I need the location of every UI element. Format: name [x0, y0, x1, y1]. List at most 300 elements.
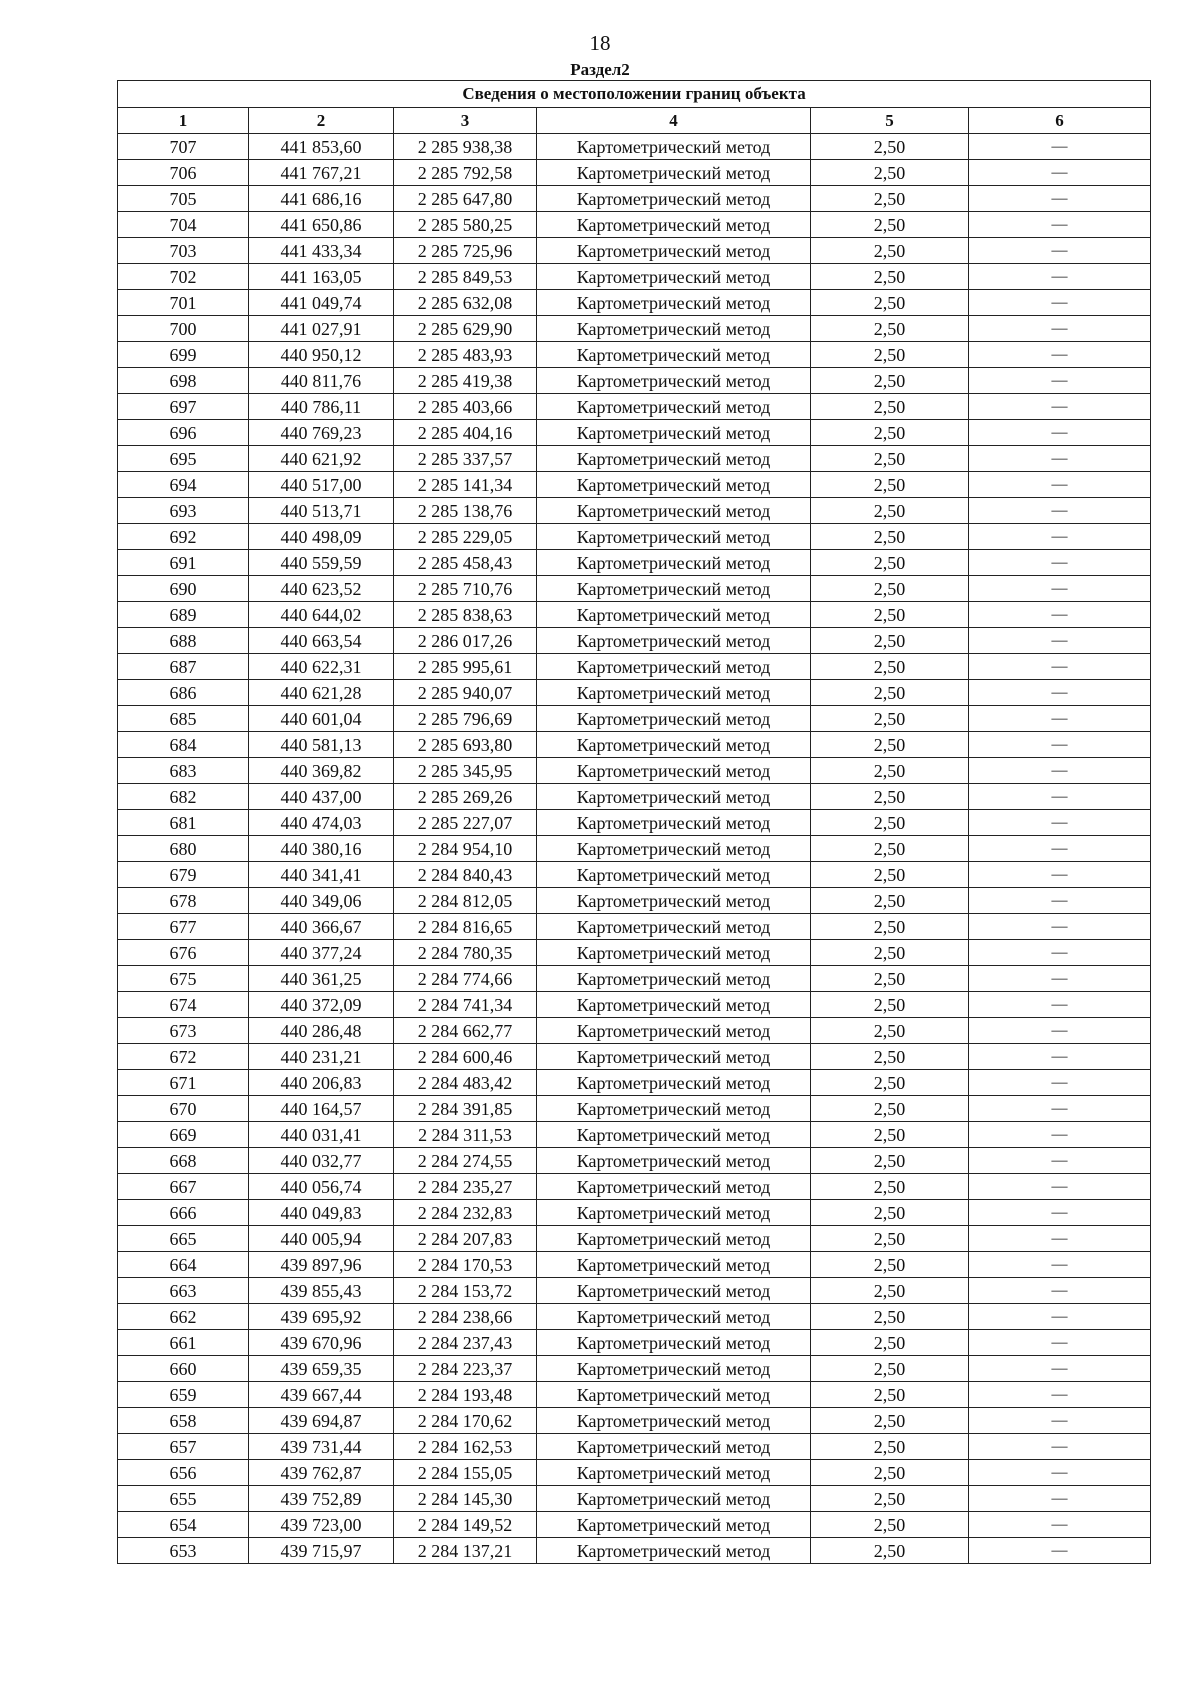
column-header: 2	[249, 108, 394, 134]
accuracy-cell: 2,50	[811, 888, 969, 914]
table-row	[118, 1122, 1151, 1148]
table-row	[118, 446, 1151, 472]
description-cell: —	[969, 810, 1151, 836]
method-cell: Картометрический метод	[537, 1512, 811, 1538]
description-cell: —	[969, 1096, 1151, 1122]
description-cell: —	[969, 732, 1151, 758]
method-cell: Картометрический метод	[537, 1486, 811, 1512]
method-cell: Картометрический метод	[537, 1044, 811, 1070]
point-number-cell: 670	[118, 1096, 249, 1122]
description-cell: —	[969, 1148, 1151, 1174]
method-cell: Картометрический метод	[537, 1460, 811, 1486]
y-coordinate-cell: 2 284 774,66	[394, 966, 537, 992]
accuracy-cell: 2,50	[811, 1460, 969, 1486]
point-number-cell: 680	[118, 836, 249, 862]
y-coordinate-cell: 2 284 235,27	[394, 1174, 537, 1200]
table-row	[118, 420, 1151, 446]
accuracy-cell: 2,50	[811, 1408, 969, 1434]
method-cell: Картометрический метод	[537, 732, 811, 758]
accuracy-cell: 2,50	[811, 1486, 969, 1512]
y-coordinate-cell: 2 285 141,34	[394, 472, 537, 498]
y-coordinate-cell: 2 284 238,66	[394, 1304, 537, 1330]
description-cell: —	[969, 472, 1151, 498]
method-cell: Картометрический метод	[537, 940, 811, 966]
x-coordinate-cell: 440 031,41	[249, 1122, 394, 1148]
point-number-cell: 656	[118, 1460, 249, 1486]
table-row	[118, 1148, 1151, 1174]
y-coordinate-cell: 2 284 170,53	[394, 1252, 537, 1278]
y-coordinate-cell: 2 285 458,43	[394, 550, 537, 576]
accuracy-cell: 2,50	[811, 992, 969, 1018]
point-number-cell: 678	[118, 888, 249, 914]
x-coordinate-cell: 441 049,74	[249, 290, 394, 316]
table-row	[118, 706, 1151, 732]
description-cell: —	[969, 1304, 1151, 1330]
method-cell: Картометрический метод	[537, 1408, 811, 1434]
accuracy-cell: 2,50	[811, 498, 969, 524]
table-row	[118, 992, 1151, 1018]
description-cell: —	[969, 1018, 1151, 1044]
accuracy-cell: 2,50	[811, 810, 969, 836]
table-row	[118, 940, 1151, 966]
point-number-cell: 679	[118, 862, 249, 888]
y-coordinate-cell: 2 285 227,07	[394, 810, 537, 836]
accuracy-cell: 2,50	[811, 264, 969, 290]
description-cell: —	[969, 1070, 1151, 1096]
method-cell: Картометрический метод	[537, 836, 811, 862]
accuracy-cell: 2,50	[811, 342, 969, 368]
accuracy-cell: 2,50	[811, 524, 969, 550]
description-cell: —	[969, 316, 1151, 342]
y-coordinate-cell: 2 285 345,95	[394, 758, 537, 784]
point-number-cell: 671	[118, 1070, 249, 1096]
description-cell: —	[969, 1460, 1151, 1486]
description-cell: —	[969, 1408, 1151, 1434]
x-coordinate-cell: 440 622,31	[249, 654, 394, 680]
accuracy-cell: 2,50	[811, 212, 969, 238]
accuracy-cell: 2,50	[811, 1382, 969, 1408]
method-cell: Картометрический метод	[537, 1278, 811, 1304]
x-coordinate-cell: 439 667,44	[249, 1382, 394, 1408]
x-coordinate-cell: 440 032,77	[249, 1148, 394, 1174]
table-row	[118, 290, 1151, 316]
method-cell: Картометрический метод	[537, 498, 811, 524]
point-number-cell: 704	[118, 212, 249, 238]
table-row	[118, 1538, 1151, 1564]
x-coordinate-cell: 440 474,03	[249, 810, 394, 836]
accuracy-cell: 2,50	[811, 732, 969, 758]
table-row	[118, 186, 1151, 212]
table-row	[118, 1278, 1151, 1304]
accuracy-cell: 2,50	[811, 1278, 969, 1304]
x-coordinate-cell: 440 372,09	[249, 992, 394, 1018]
description-cell: —	[969, 1278, 1151, 1304]
method-cell: Картометрический метод	[537, 524, 811, 550]
y-coordinate-cell: 2 285 229,05	[394, 524, 537, 550]
method-cell: Картометрический метод	[537, 394, 811, 420]
y-coordinate-cell: 2 284 145,30	[394, 1486, 537, 1512]
y-coordinate-cell: 2 284 741,34	[394, 992, 537, 1018]
description-cell: —	[969, 862, 1151, 888]
y-coordinate-cell: 2 285 838,63	[394, 602, 537, 628]
method-cell: Картометрический метод	[537, 134, 811, 160]
x-coordinate-cell: 440 498,09	[249, 524, 394, 550]
accuracy-cell: 2,50	[811, 836, 969, 862]
x-coordinate-cell: 440 769,23	[249, 420, 394, 446]
y-coordinate-cell: 2 285 693,80	[394, 732, 537, 758]
description-cell: —	[969, 134, 1151, 160]
table-row	[118, 1252, 1151, 1278]
method-cell: Картометрический метод	[537, 784, 811, 810]
y-coordinate-cell: 2 284 149,52	[394, 1512, 537, 1538]
table-row	[118, 836, 1151, 862]
point-number-cell: 659	[118, 1382, 249, 1408]
table-row	[118, 316, 1151, 342]
x-coordinate-cell: 439 723,00	[249, 1512, 394, 1538]
x-coordinate-cell: 439 695,92	[249, 1304, 394, 1330]
point-number-cell: 661	[118, 1330, 249, 1356]
column-header: 4	[537, 108, 811, 134]
y-coordinate-cell: 2 286 017,26	[394, 628, 537, 654]
description-cell: —	[969, 368, 1151, 394]
table-row	[118, 134, 1151, 160]
table-row	[118, 1096, 1151, 1122]
point-number-cell: 676	[118, 940, 249, 966]
method-cell: Картометрический метод	[537, 1148, 811, 1174]
point-number-cell: 654	[118, 1512, 249, 1538]
x-coordinate-cell: 439 694,87	[249, 1408, 394, 1434]
x-coordinate-cell: 441 767,21	[249, 160, 394, 186]
description-cell: —	[969, 1382, 1151, 1408]
accuracy-cell: 2,50	[811, 446, 969, 472]
y-coordinate-cell: 2 284 137,21	[394, 1538, 537, 1564]
y-coordinate-cell: 2 285 940,07	[394, 680, 537, 706]
y-coordinate-cell: 2 284 483,42	[394, 1070, 537, 1096]
table-row	[118, 758, 1151, 784]
accuracy-cell: 2,50	[811, 1122, 969, 1148]
y-coordinate-cell: 2 284 193,48	[394, 1382, 537, 1408]
point-number-cell: 653	[118, 1538, 249, 1564]
x-coordinate-cell: 440 231,21	[249, 1044, 394, 1070]
x-coordinate-cell: 440 366,67	[249, 914, 394, 940]
description-cell: —	[969, 1200, 1151, 1226]
y-coordinate-cell: 2 284 391,85	[394, 1096, 537, 1122]
description-cell: —	[969, 992, 1151, 1018]
method-cell: Картометрический метод	[537, 628, 811, 654]
table-row	[118, 1356, 1151, 1382]
description-cell: —	[969, 186, 1151, 212]
y-coordinate-cell: 2 285 337,57	[394, 446, 537, 472]
table-row	[118, 238, 1151, 264]
table-row	[118, 1434, 1151, 1460]
point-number-cell: 666	[118, 1200, 249, 1226]
x-coordinate-cell: 440 286,48	[249, 1018, 394, 1044]
y-coordinate-cell: 2 285 483,93	[394, 342, 537, 368]
method-cell: Картометрический метод	[537, 1200, 811, 1226]
table-row	[118, 1070, 1151, 1096]
point-number-cell: 702	[118, 264, 249, 290]
x-coordinate-cell: 440 621,28	[249, 680, 394, 706]
accuracy-cell: 2,50	[811, 1148, 969, 1174]
method-cell: Картометрический метод	[537, 1304, 811, 1330]
method-cell: Картометрический метод	[537, 680, 811, 706]
description-cell: —	[969, 420, 1151, 446]
description-cell: —	[969, 446, 1151, 472]
description-cell: —	[969, 1044, 1151, 1070]
table-row	[118, 602, 1151, 628]
table-row	[118, 550, 1151, 576]
description-cell: —	[969, 784, 1151, 810]
accuracy-cell: 2,50	[811, 550, 969, 576]
method-cell: Картометрический метод	[537, 290, 811, 316]
x-coordinate-cell: 441 027,91	[249, 316, 394, 342]
accuracy-cell: 2,50	[811, 966, 969, 992]
description-cell: —	[969, 342, 1151, 368]
table-row	[118, 1226, 1151, 1252]
x-coordinate-cell: 440 056,74	[249, 1174, 394, 1200]
x-coordinate-cell: 440 380,16	[249, 836, 394, 862]
x-coordinate-cell: 440 623,52	[249, 576, 394, 602]
description-cell: —	[969, 888, 1151, 914]
y-coordinate-cell: 2 285 629,90	[394, 316, 537, 342]
page-number: 18	[589, 31, 611, 55]
point-number-cell: 684	[118, 732, 249, 758]
description-cell: —	[969, 498, 1151, 524]
y-coordinate-cell: 2 284 237,43	[394, 1330, 537, 1356]
x-coordinate-cell: 440 049,83	[249, 1200, 394, 1226]
x-coordinate-cell: 439 855,43	[249, 1278, 394, 1304]
y-coordinate-cell: 2 284 816,65	[394, 914, 537, 940]
description-cell: —	[969, 1226, 1151, 1252]
description-cell: —	[969, 1174, 1151, 1200]
x-coordinate-cell: 439 762,87	[249, 1460, 394, 1486]
accuracy-cell: 2,50	[811, 680, 969, 706]
y-coordinate-cell: 2 284 207,83	[394, 1226, 537, 1252]
point-number-cell: 698	[118, 368, 249, 394]
point-number-cell: 658	[118, 1408, 249, 1434]
y-coordinate-cell: 2 284 153,72	[394, 1278, 537, 1304]
accuracy-cell: 2,50	[811, 316, 969, 342]
accuracy-cell: 2,50	[811, 238, 969, 264]
method-cell: Картометрический метод	[537, 706, 811, 732]
method-cell: Картометрический метод	[537, 1382, 811, 1408]
x-coordinate-cell: 439 731,44	[249, 1434, 394, 1460]
point-number-cell: 699	[118, 342, 249, 368]
table-header-row	[118, 108, 1151, 134]
accuracy-cell: 2,50	[811, 758, 969, 784]
point-number-cell: 697	[118, 394, 249, 420]
method-cell: Картометрический метод	[537, 1434, 811, 1460]
accuracy-cell: 2,50	[811, 1434, 969, 1460]
table-row	[118, 732, 1151, 758]
column-header: 5	[811, 108, 969, 134]
x-coordinate-cell: 441 686,16	[249, 186, 394, 212]
y-coordinate-cell: 2 284 170,62	[394, 1408, 537, 1434]
method-cell: Картометрический метод	[537, 1252, 811, 1278]
accuracy-cell: 2,50	[811, 1200, 969, 1226]
point-number-cell: 665	[118, 1226, 249, 1252]
method-cell: Картометрический метод	[537, 550, 811, 576]
table-row	[118, 1460, 1151, 1486]
y-coordinate-cell: 2 284 662,77	[394, 1018, 537, 1044]
table-body	[118, 134, 1151, 1564]
method-cell: Картометрический метод	[537, 1096, 811, 1122]
table-row	[118, 1330, 1151, 1356]
table-row	[118, 1200, 1151, 1226]
y-coordinate-cell: 2 284 812,05	[394, 888, 537, 914]
description-cell: —	[969, 628, 1151, 654]
description-cell: —	[969, 238, 1151, 264]
y-coordinate-cell: 2 284 223,37	[394, 1356, 537, 1382]
point-number-cell: 683	[118, 758, 249, 784]
method-cell: Картометрический метод	[537, 368, 811, 394]
x-coordinate-cell: 440 559,59	[249, 550, 394, 576]
x-coordinate-cell: 439 659,35	[249, 1356, 394, 1382]
y-coordinate-cell: 2 285 632,08	[394, 290, 537, 316]
accuracy-cell: 2,50	[811, 1330, 969, 1356]
point-number-cell: 694	[118, 472, 249, 498]
point-number-cell: 674	[118, 992, 249, 1018]
point-number-cell: 691	[118, 550, 249, 576]
x-coordinate-cell: 440 005,94	[249, 1226, 394, 1252]
x-coordinate-cell: 440 437,00	[249, 784, 394, 810]
table-row	[118, 342, 1151, 368]
table-row	[118, 264, 1151, 290]
point-number-cell: 695	[118, 446, 249, 472]
method-cell: Картометрический метод	[537, 992, 811, 1018]
method-cell: Картометрический метод	[537, 472, 811, 498]
point-number-cell: 705	[118, 186, 249, 212]
x-coordinate-cell: 441 650,86	[249, 212, 394, 238]
x-coordinate-cell: 440 513,71	[249, 498, 394, 524]
description-cell: —	[969, 576, 1151, 602]
table-row	[118, 1408, 1151, 1434]
accuracy-cell: 2,50	[811, 1044, 969, 1070]
y-coordinate-cell: 2 285 404,16	[394, 420, 537, 446]
accuracy-cell: 2,50	[811, 1252, 969, 1278]
point-number-cell: 700	[118, 316, 249, 342]
point-number-cell: 690	[118, 576, 249, 602]
description-cell: —	[969, 966, 1151, 992]
table-caption-row	[118, 81, 1151, 108]
table-row	[118, 1382, 1151, 1408]
column-header: 6	[969, 108, 1151, 134]
x-coordinate-cell: 440 601,04	[249, 706, 394, 732]
x-coordinate-cell: 440 786,11	[249, 394, 394, 420]
description-cell: —	[969, 1538, 1151, 1564]
y-coordinate-cell: 2 285 725,96	[394, 238, 537, 264]
x-coordinate-cell: 440 663,54	[249, 628, 394, 654]
description-cell: —	[969, 1122, 1151, 1148]
point-number-cell: 660	[118, 1356, 249, 1382]
accuracy-cell: 2,50	[811, 1512, 969, 1538]
accuracy-cell: 2,50	[811, 1070, 969, 1096]
y-coordinate-cell: 2 285 647,80	[394, 186, 537, 212]
point-number-cell: 664	[118, 1252, 249, 1278]
x-coordinate-cell: 441 853,60	[249, 134, 394, 160]
description-cell: —	[969, 1486, 1151, 1512]
point-number-cell: 657	[118, 1434, 249, 1460]
y-coordinate-cell: 2 285 792,58	[394, 160, 537, 186]
table-row	[118, 784, 1151, 810]
accuracy-cell: 2,50	[811, 914, 969, 940]
accuracy-cell: 2,50	[811, 1018, 969, 1044]
x-coordinate-cell: 440 206,83	[249, 1070, 394, 1096]
accuracy-cell: 2,50	[811, 940, 969, 966]
method-cell: Картометрический метод	[537, 1018, 811, 1044]
table-row	[118, 1018, 1151, 1044]
description-cell: —	[969, 1434, 1151, 1460]
y-coordinate-cell: 2 285 995,61	[394, 654, 537, 680]
y-coordinate-cell: 2 284 780,35	[394, 940, 537, 966]
x-coordinate-cell: 440 581,13	[249, 732, 394, 758]
description-cell: —	[969, 680, 1151, 706]
boundary-coordinates-table	[117, 80, 1151, 1564]
x-coordinate-cell: 440 361,25	[249, 966, 394, 992]
point-number-cell: 667	[118, 1174, 249, 1200]
table-row	[118, 914, 1151, 940]
method-cell: Картометрический метод	[537, 186, 811, 212]
x-coordinate-cell: 440 950,12	[249, 342, 394, 368]
method-cell: Картометрический метод	[537, 446, 811, 472]
accuracy-cell: 2,50	[811, 1538, 969, 1564]
table-row	[118, 160, 1151, 186]
y-coordinate-cell: 2 284 232,83	[394, 1200, 537, 1226]
method-cell: Картометрический метод	[537, 966, 811, 992]
description-cell: —	[969, 758, 1151, 784]
table-row	[118, 1512, 1151, 1538]
method-cell: Картометрический метод	[537, 862, 811, 888]
table-row	[118, 472, 1151, 498]
table-row	[118, 212, 1151, 238]
description-cell: —	[969, 1356, 1151, 1382]
y-coordinate-cell: 2 284 274,55	[394, 1148, 537, 1174]
x-coordinate-cell: 440 369,82	[249, 758, 394, 784]
table-row	[118, 1174, 1151, 1200]
method-cell: Картометрический метод	[537, 1070, 811, 1096]
y-coordinate-cell: 2 284 954,10	[394, 836, 537, 862]
accuracy-cell: 2,50	[811, 706, 969, 732]
accuracy-cell: 2,50	[811, 368, 969, 394]
point-number-cell: 687	[118, 654, 249, 680]
description-cell: —	[969, 550, 1151, 576]
accuracy-cell: 2,50	[811, 186, 969, 212]
point-number-cell: 668	[118, 1148, 249, 1174]
method-cell: Картометрический метод	[537, 264, 811, 290]
description-cell: —	[969, 1330, 1151, 1356]
x-coordinate-cell: 439 752,89	[249, 1486, 394, 1512]
x-coordinate-cell: 439 715,97	[249, 1538, 394, 1564]
section-title: Раздел2	[570, 60, 630, 79]
point-number-cell: 701	[118, 290, 249, 316]
method-cell: Картометрический метод	[537, 342, 811, 368]
point-number-cell: 681	[118, 810, 249, 836]
accuracy-cell: 2,50	[811, 784, 969, 810]
description-cell: —	[969, 940, 1151, 966]
point-number-cell: 696	[118, 420, 249, 446]
point-number-cell: 663	[118, 1278, 249, 1304]
point-number-cell: 688	[118, 628, 249, 654]
y-coordinate-cell: 2 284 840,43	[394, 862, 537, 888]
accuracy-cell: 2,50	[811, 290, 969, 316]
description-cell: —	[969, 1252, 1151, 1278]
method-cell: Картометрический метод	[537, 1356, 811, 1382]
x-coordinate-cell: 439 670,96	[249, 1330, 394, 1356]
y-coordinate-cell: 2 284 311,53	[394, 1122, 537, 1148]
point-number-cell: 707	[118, 134, 249, 160]
y-coordinate-cell: 2 285 138,76	[394, 498, 537, 524]
point-number-cell: 692	[118, 524, 249, 550]
